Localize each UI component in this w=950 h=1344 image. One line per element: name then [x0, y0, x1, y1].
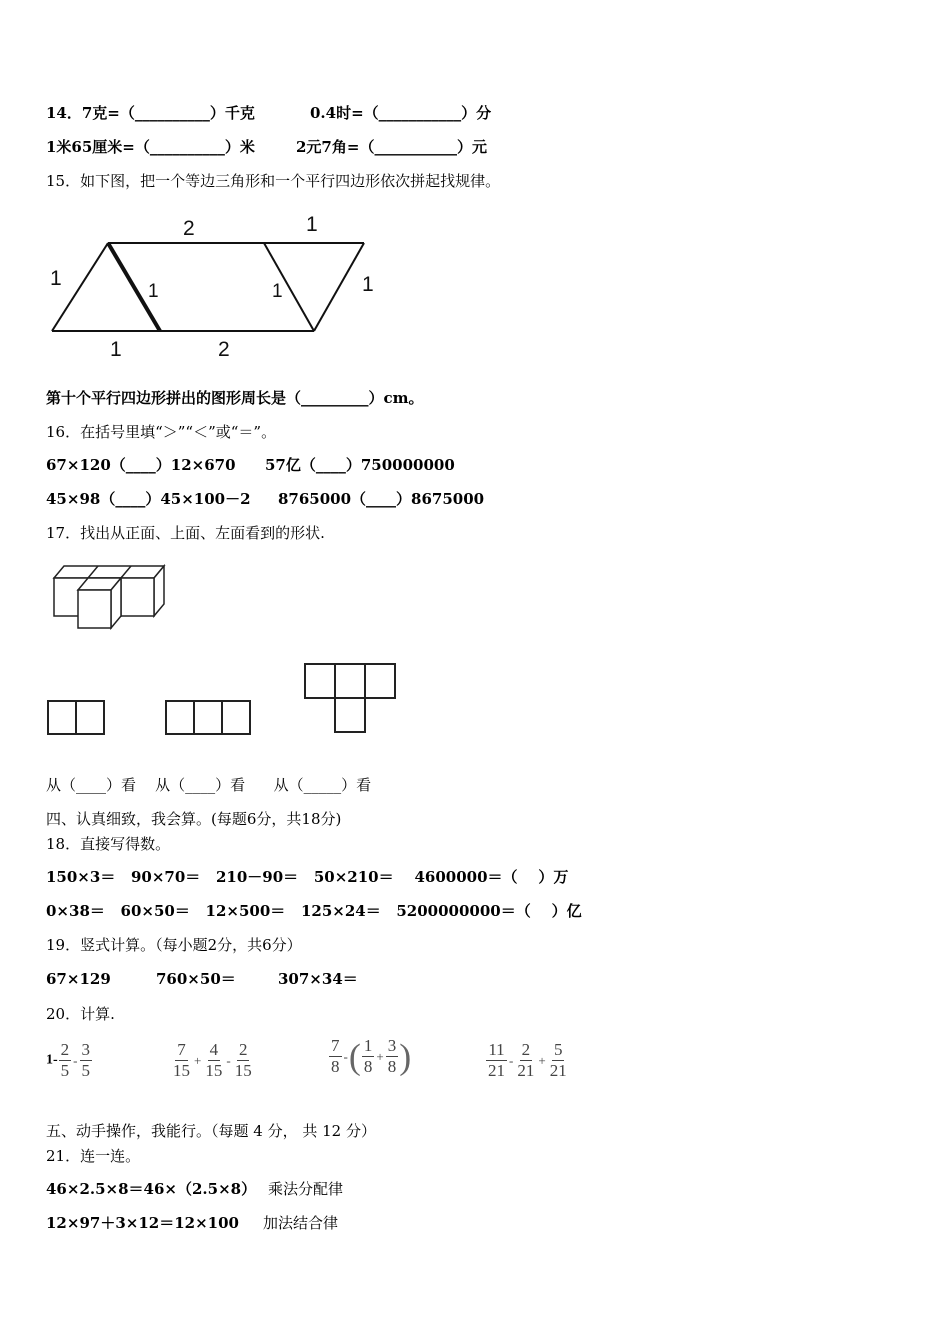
q21-row1-left: 46×2.5×8＝46×（2.5×8）	[46, 1180, 257, 1198]
q18-row1: 150×3＝ 90×70＝ 210－90＝ 50×210＝ 4600000＝（ ）万	[46, 868, 569, 886]
q15-triangle-parallelogram-figure	[40, 205, 400, 365]
label-top-left: 2	[183, 217, 195, 240]
q20-expression-1: 1- $\frac{2}{5}$ - $\frac{3}{5}$	[46, 1040, 91, 1080]
label-top-right: 1	[306, 213, 318, 236]
front-cube-face	[78, 590, 111, 628]
q15-answer-line: 第十个平行四边形拼出的图形周长是（_________）cm。	[46, 389, 424, 407]
view2-square-1	[165, 700, 195, 735]
view1-square-1	[47, 700, 77, 735]
q17-title: 17．找出从正面、上面、左面看到的形状.	[46, 524, 325, 542]
cube-back-3	[121, 578, 154, 616]
label-right-side: 1	[362, 273, 374, 296]
q19-item-3: 307×34＝	[278, 970, 358, 988]
q16-title: 16．在括号里填“＞”“＜”或“＝”。	[46, 423, 277, 441]
q20-title: 20．计算.	[46, 1005, 115, 1023]
q17-cube-stack-figure	[50, 560, 174, 634]
q17-answer-line: 从（____）看 从（____）看 从（_____）看	[46, 776, 372, 794]
q16-row1-b: 57亿（____）750000000	[265, 456, 455, 474]
q16-row2-a: 45×98（____）45×100－2	[46, 490, 251, 508]
view3-square-top-2	[334, 663, 366, 699]
q16-row2-b: 8765000（____）8675000	[278, 490, 485, 508]
view2-square-3	[221, 700, 251, 735]
q14-line1-b: 0.4时=（___________）分	[310, 104, 492, 122]
q20-expression-4: $\frac{11}{21}$ - $\frac{2}{21}$ + $\frac{5}{21}$	[488, 1040, 567, 1080]
q21-row2-right: 加法结合律	[263, 1214, 339, 1232]
q21-title: 21．连一连。	[46, 1147, 141, 1165]
q18-row2: 0×38＝ 60×50＝ 12×500＝ 125×24＝ 5200000000＝（ ）亿	[46, 902, 582, 920]
label-diag-1: 1	[148, 281, 159, 302]
q14-line1-a: 14．7克=（__________）千克	[46, 104, 255, 122]
q15-title: 15．如下图，把一个等边三角形和一个平行四边形依次拼起找规律。	[46, 172, 501, 190]
label-bottom-left: 1	[110, 338, 122, 361]
label-diag-2: 1	[272, 281, 283, 302]
q19-item-1: 67×129	[46, 970, 111, 988]
q14-line2-a: 1米65厘米=（__________）米	[46, 138, 255, 156]
inverted-triangle-right-edge	[314, 243, 364, 331]
q20-expression-3: $\frac{7}{8}$ -( $\frac{1}{8}$ + $\frac{3}{8}$ )	[331, 1036, 412, 1077]
q16-row1-a: 67×120（____）12×670	[46, 456, 236, 474]
q19-item-2: 760×50＝	[156, 970, 236, 988]
section5-title: 五、动手操作，我能行。（每题 4 分， 共 12 分）	[46, 1122, 376, 1140]
q21-row2-left: 12×97＋3×12＝12×100	[46, 1214, 239, 1232]
q19-title: 19．竖式计算。（每小题2分，共6分）	[46, 936, 302, 954]
label-bottom-mid: 2	[218, 338, 230, 361]
q18-title: 18．直接写得数。	[46, 835, 171, 853]
view1-square-2	[75, 700, 105, 735]
view3-square-bottom	[334, 697, 366, 733]
q21-row1-right: 乘法分配律	[268, 1180, 344, 1198]
view3-square-top-1	[304, 663, 336, 699]
q20-expression-2: $\frac{7}{15}$ + $\frac{4}{15}$ - $\frac{2}{15}$	[173, 1040, 252, 1080]
section4-title: 四、认真细致，我会算。(每题6分，共18分)	[46, 810, 342, 828]
view2-square-2	[193, 700, 223, 735]
q14-line2-b: 2元7角=（___________）元	[296, 138, 487, 156]
back-row-top	[54, 566, 164, 578]
label-left-side: 1	[50, 267, 62, 290]
view3-square-top-3	[364, 663, 396, 699]
